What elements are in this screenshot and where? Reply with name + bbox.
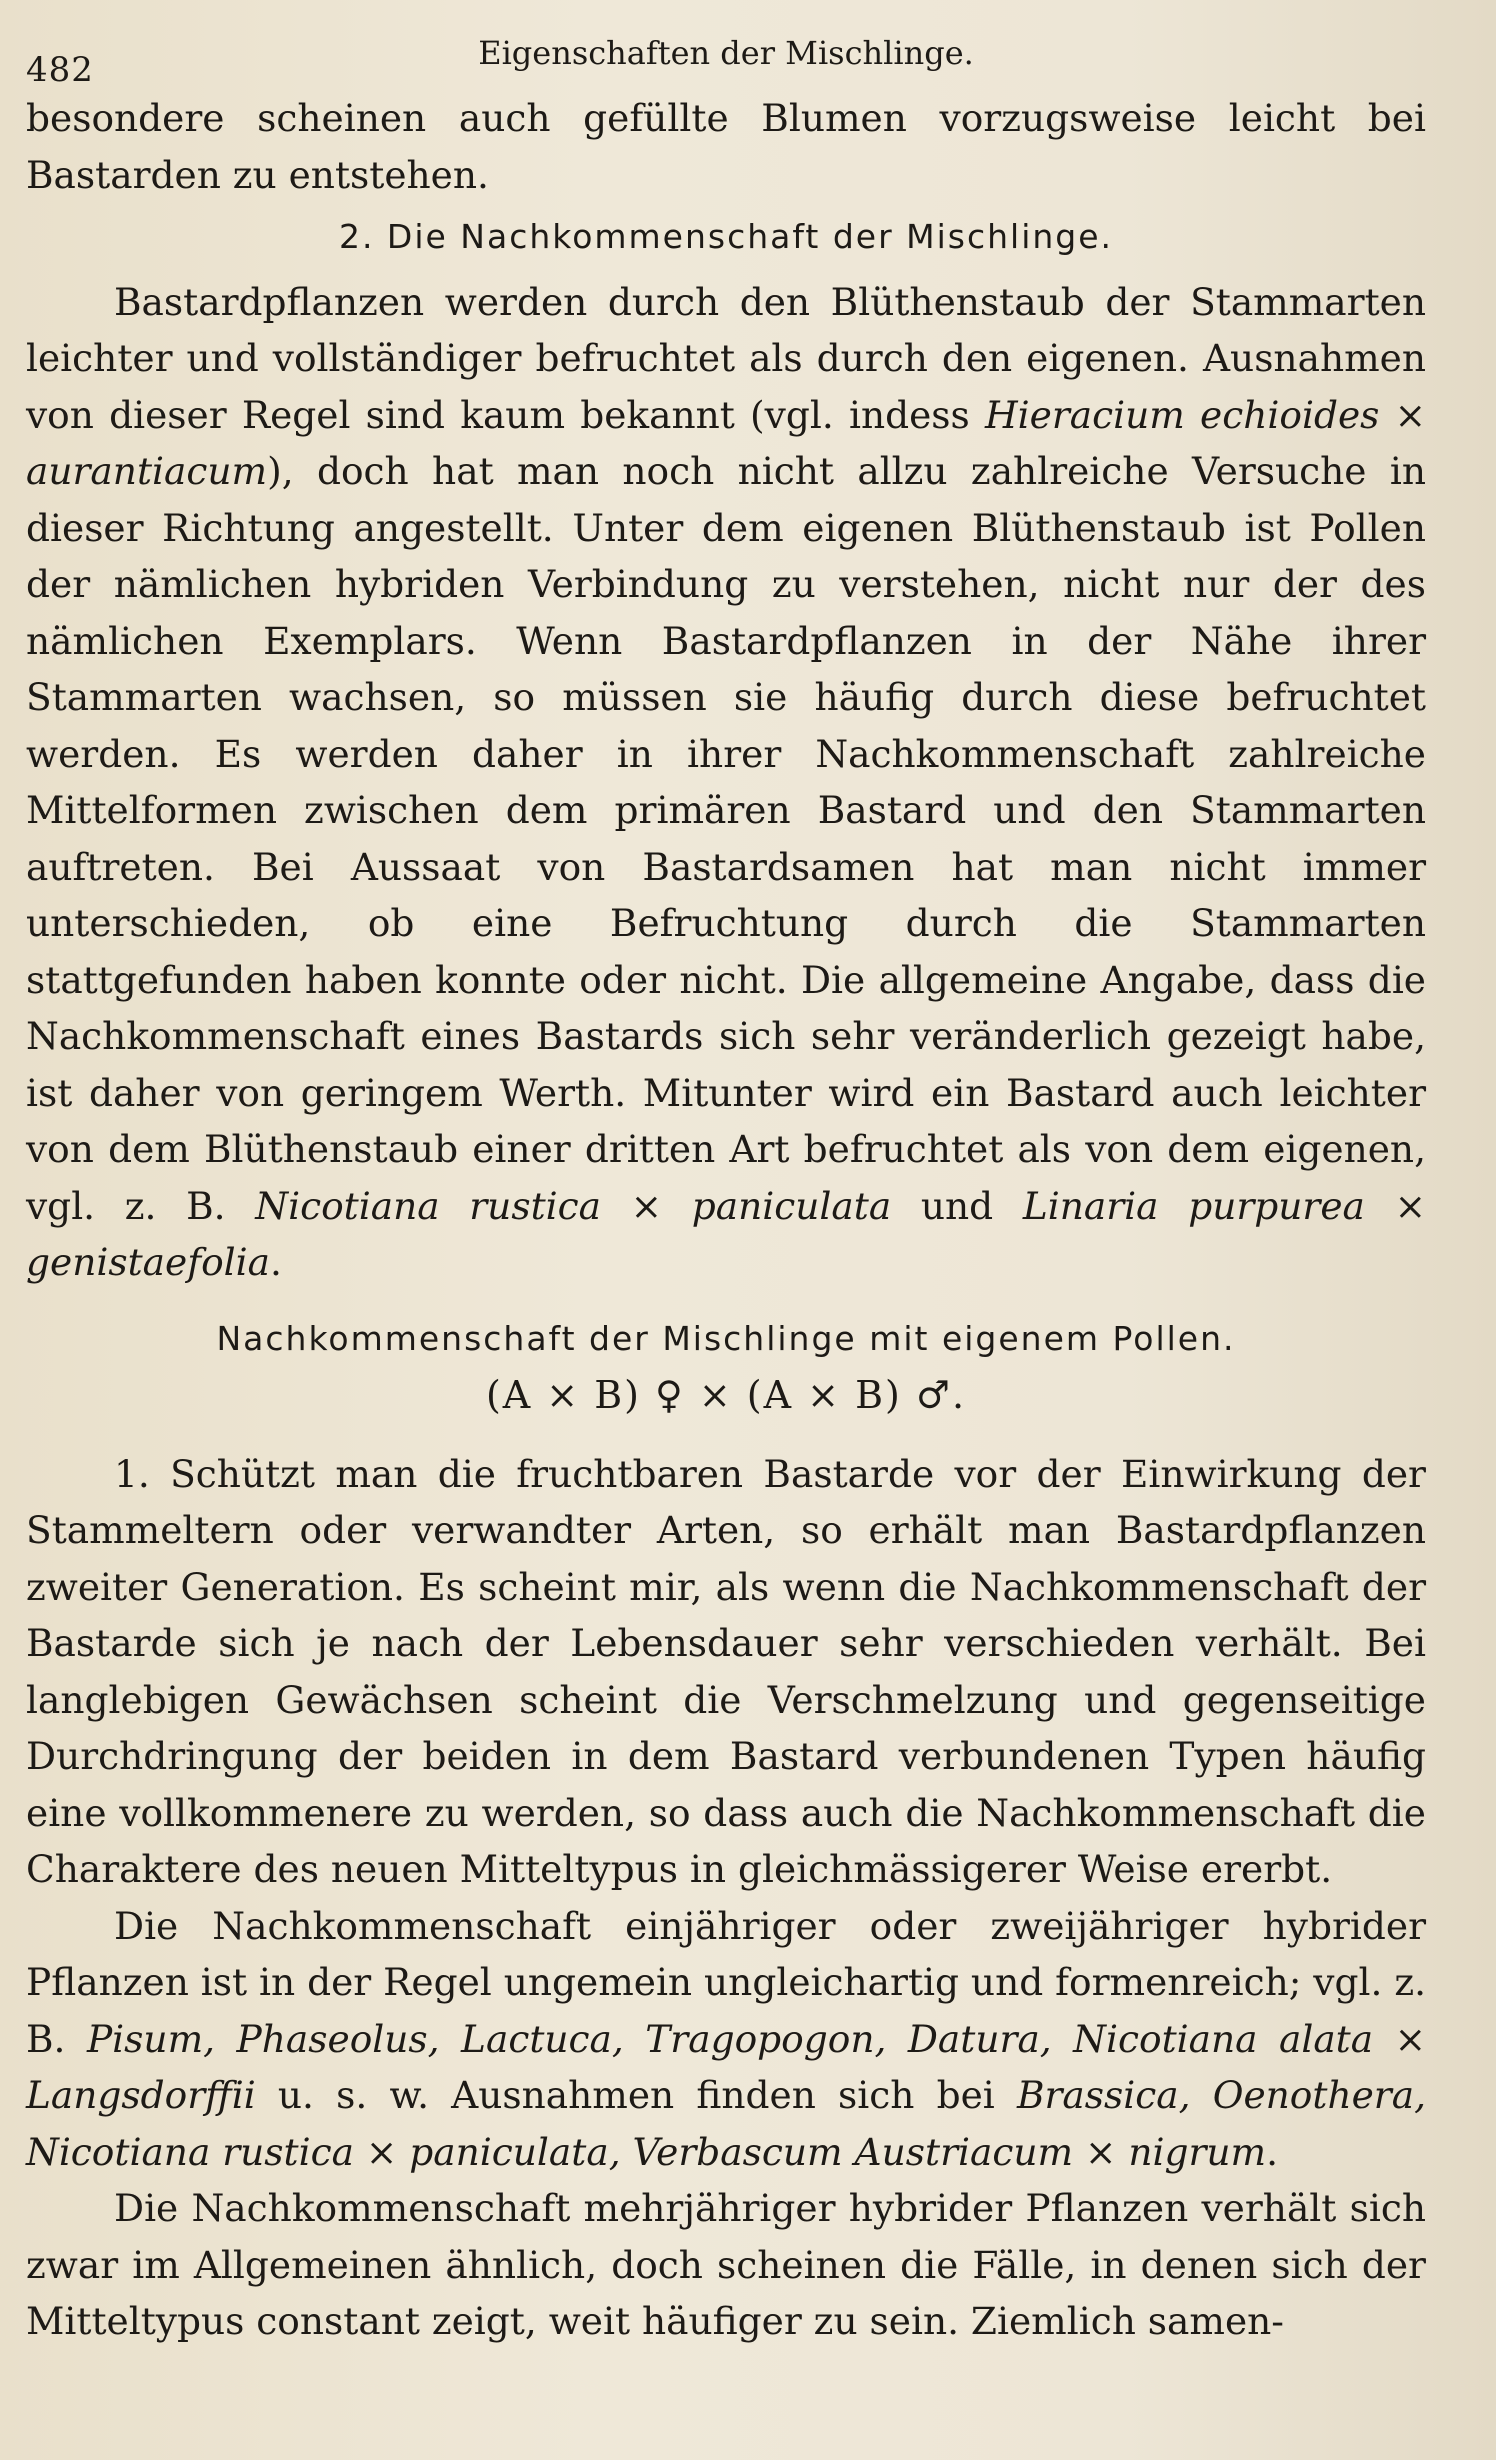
- intro-paragraph: besondere scheinen auch gefüllte Blumen vorzugsweise leicht bei Bastarden zu entstehen.: [26, 96, 1426, 197]
- species-name: Langsdorffii: [26, 2073, 256, 2117]
- cross-symbol: ×: [601, 1183, 692, 1228]
- species-name: Hieracium echioides: [984, 392, 1380, 437]
- running-title: Eigenschaften der Mischlinge.: [478, 34, 974, 72]
- para1-text-4: .: [270, 1240, 282, 1284]
- para1-text-2: ), doch hat man noch nicht allzu zahlreiche Versuche in dieser Richtung angestellt. Unter dem eigenen Blüthenstaub ist Pollen der nämlichen hybriden Verbindung zu verstehen, nicht nur der des nämlichen Exemplars. Wenn Bastardpflanzen in der Nähe ihrer Stammarten wachsen, so müssen sie häufig durch diese befruchtet werden. Es werden daher in ihrer Nachkommenschaft zahlreiche Mittelformen zwischen dem primären Bastard und den Stammarten auftreten. Bei Aussaat von Bastardsamen hat man nicht immer unterschieden, ob eine Befruchtung durch die Stammarten stattgefunden haben konnte oder nicht. Die allgemeine Angabe, dass die Nachkommenschaft eines Bastards sich sehr veränderlich gezeigt habe, ist daher von geringem Werth. Mitunter wird ein Bastard auch leichter von dem Blüthenstaub einer dritten Art befruchtet als von dem eigenen, vgl. z. B.: [26, 449, 1426, 1228]
- paragraph-perennial-hybrids: Die Nachkommenschaft mehrjähriger hybrider Pflanzen verhält sich zwar im Allgemeinen ähnlich, doch scheinen die Fälle, in denen sich der Mitteltypus constant zeigt, weit häufiger zu sein. Ziemlich samen-: [26, 2186, 1426, 2343]
- cross-symbol: ×: [1379, 392, 1426, 437]
- species-name: nigrum: [1128, 2129, 1267, 2174]
- species-name: Linaria purpurea: [1022, 1183, 1365, 1228]
- species-name: Brassica, Oenothera, Nicotiana rustica: [26, 2073, 1426, 2174]
- paragraph-cross-fertilisation: [26, 274, 1426, 1291]
- para3-text-2: u. s. w. Ausnahmen finden sich bei: [255, 2073, 1017, 2117]
- species-name: genistaefolia: [26, 1240, 271, 1284]
- cross-symbol: ×: [1373, 2016, 1426, 2061]
- para1-text-1: Bastardpflanzen werden durch den Blüthenstaub der Stammarten leichter und vollständiger befruchtet als durch den eigenen. Ausnahmen von dieser Regel sind kaum bekannt (vgl. indess: [26, 279, 1426, 437]
- species-name: paniculata, Verbascum Austriacum: [409, 2129, 1074, 2174]
- cross-symbol: ×: [353, 2129, 410, 2174]
- para3-text-3: .: [1266, 2129, 1279, 2174]
- body-text: [26, 90, 1426, 2350]
- cross-symbol: ×: [1364, 1183, 1426, 1228]
- section-heading: 2. Die Nachkommenschaft der Mischlinge.: [338, 217, 1114, 256]
- paragraph-second-generation: 1. Schützt man die fruchtbaren Bastarde vor der Einwirkung der Stammeltern oder verwandter Arten, so erhält man Bastardpflanzen zweiter Generation. Es scheint mir, als wenn die Nachkommenschaft der Bastarde sich je nach der Lebensdauer sehr verschieden verhält. Bei langlebigen Gewächsen scheint die Verschmelzung und gegenseitige Durchdringung der beiden in dem Bastard verbundenen Typen häufig eine vollkommenere zu werden, so dass auch die Nachkommenschaft die Charaktere des neuen Mitteltypus in gleichmässigerer Weise ererbt.: [26, 1451, 1426, 1891]
- cross-symbol: ×: [1073, 2129, 1129, 2174]
- species-name: Pisum, Phaseolus, Lactuca, Tragopogon, Datura, Nicotiana alata: [86, 2016, 1374, 2061]
- para1-text-3: und: [891, 1183, 1023, 1228]
- species-name: Nicotiana rustica: [255, 1183, 601, 1228]
- running-header: [26, 28, 1426, 90]
- page-number: 482: [26, 50, 94, 90]
- cross-formula: (A × B) ♀ × (A × B) ♂.: [485, 1373, 967, 1417]
- species-name: paniculata: [691, 1183, 892, 1228]
- species-name: aurantiacum: [26, 449, 268, 493]
- paragraph-annual-hybrids: [26, 1898, 1426, 2181]
- para3-text-1: Die Nachkommenschaft einjähriger oder zweijähriger hybrider Pflanzen ist in der Regel ungemein ungleichartig und formenreich; vgl. z. B.: [26, 1903, 1426, 2061]
- subsection-heading: Nachkommenschaft der Mischlinge mit eigenem Pollen.: [216, 1318, 1236, 1358]
